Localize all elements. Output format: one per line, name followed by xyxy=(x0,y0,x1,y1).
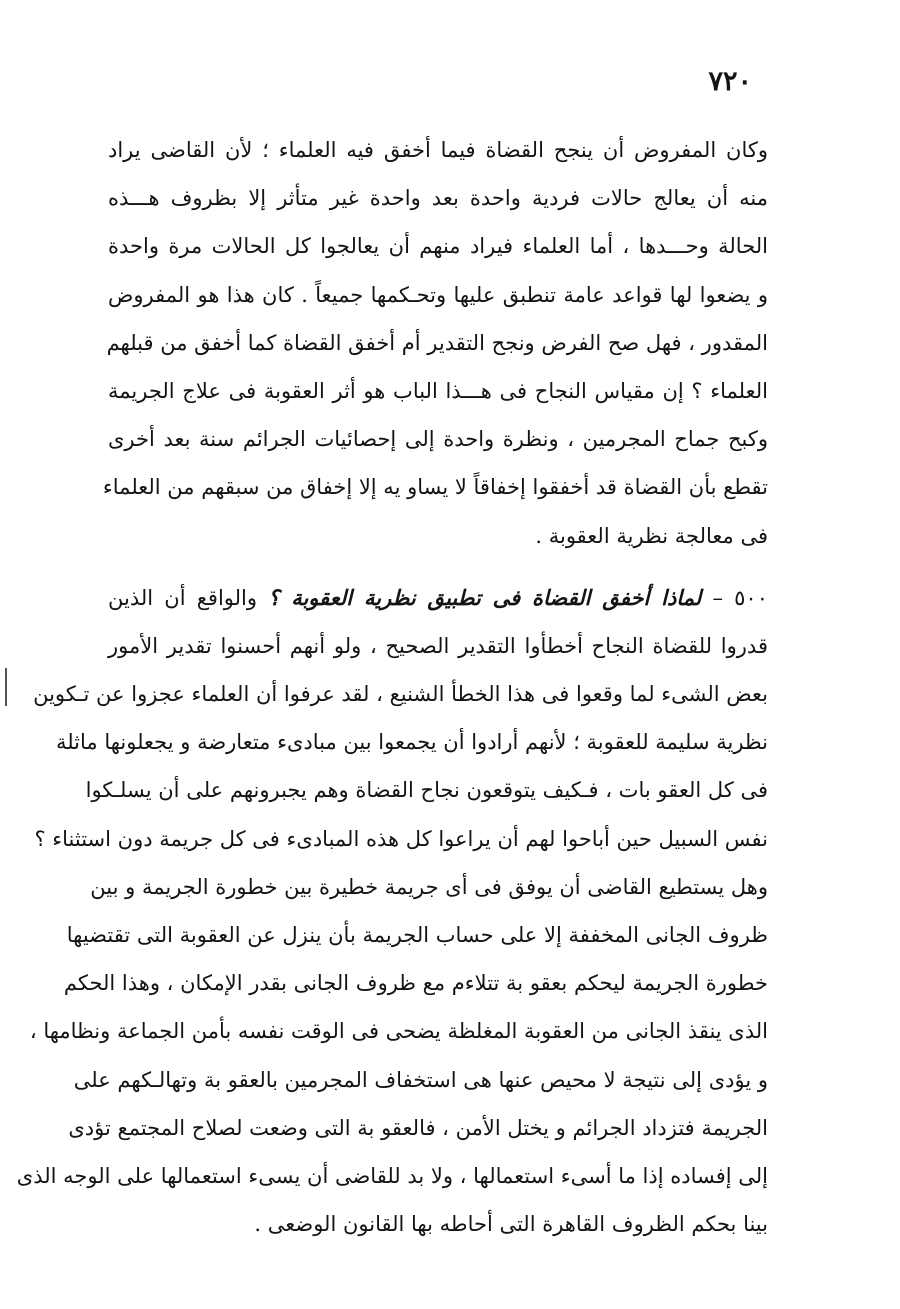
text-line: وهل يستطيع القاضى أن يوفق فى أى جريمة خطيرة بين خطورة الجريمة و بين xyxy=(90,874,768,899)
section-first-line-rest: والواقع أن الذين xyxy=(108,585,258,610)
text-line: إلى إفساده إذا ما أسىء استعمالها ، ولا بد للقاضى أن يسىء استعمالها على الوجه الذى xyxy=(16,1163,768,1188)
text-line: و يؤدى إلى نتيجة لا محيص عنها هى استخفاف المجرمين بالعقو بة وتهالـكهم على xyxy=(73,1067,768,1092)
text-line: وكبح جماح المجرمين ، ونظرة واحدة إلى إحصائيات الجرائم سنة بعد أخرى xyxy=(108,427,768,452)
section-dash: – xyxy=(712,585,723,610)
text-line: المقدور ، فهل صح الفرض ونجح التقدير أم أخفق القضاة كما أخفق من قبلهم xyxy=(106,330,768,355)
paragraph-1 xyxy=(102,126,768,560)
text-line: نظرية سليمة للعقوبة ؛ لأنهم أرادوا أن يجمعوا بين مبادىء متعارضة و يجعلونها ماثلة xyxy=(55,730,768,755)
text-line: بعض الشىء لما وقعوا فى هذا الخطأ الشنيع ، لقد عرفوا أن العلماء عجزوا عن تـكوين xyxy=(33,682,768,707)
text-line: ظروف الجانى المخففة إلا على حساب الجريمة بأن ينزل عن العقوبة التى تقتضيها xyxy=(66,923,768,947)
text-line: العلماء ؟ إن مقياس النجاح فى هـــذا الباب هو أثر العقوبة فى علاج الجريمة xyxy=(108,378,768,403)
text-line: نفس السبيل حين أباحوا لهم أن يراعوا كل هذه المبادىء فى كل جريمة دون استثناء ؟ xyxy=(34,826,768,851)
section-heading-line xyxy=(108,574,768,622)
text-line: الذى ينقذ الجانى من العقوبة المغلظة يضحى فى الوقت نفسه بأمن الجماعة ونظامها ، xyxy=(29,1019,768,1044)
text-line: الحالة وحـــدها ، أما العلماء فيراد منهم أن يعالجوا كل الحالات مرة واحدة xyxy=(108,234,768,259)
page-number: ٧٢٠ xyxy=(708,66,752,97)
text-line: وكان المفروض أن ينجح القضاة فيما أخفق فيه العلماء ؛ لأن القاضى يراد xyxy=(108,138,768,162)
text-line: خطورة الجريمة ليحكم بعقو بة تتلاءم مع ظروف الجانى بقدر الإمكان ، وهذا الحكم xyxy=(63,971,768,996)
text-line: الجريمة فتزداد الجرائم و يختل الأمن ، فالعقو بة التى وضعت لصلاح المجتمع تؤدى xyxy=(68,1115,768,1140)
section-number: ٥٠٠ xyxy=(734,585,768,610)
paragraph-2 xyxy=(16,574,768,1249)
text-line: فى معالجة نظرية العقوبة . xyxy=(535,523,768,548)
text-line: فى كل العقو بات ، فـكيف يتوقعون نجاح القضاة وهم يجبرونهم على أن يسلـكوا xyxy=(85,778,768,803)
text-line: منه أن يعالج حالات فردية واحدة بعد واحدة غير متأثر إلا بظروف هـــذه xyxy=(108,186,768,211)
text-line: قدروا للقضاة النجاح أخطأوا التقدير الصحيح ، ولو أنهم أحسنوا تقدير الأمور xyxy=(108,633,768,658)
text-line: و يضعوا لها قواعد عامة تنطبق عليها وتحـكمها جميعاً . كان هذا هو المفروض xyxy=(108,282,768,307)
section-heading: لماذا أخفق القضاة فى تطبيق نظرية العقوبة ؟ xyxy=(268,584,702,610)
scan-margin-mark xyxy=(5,668,7,706)
text-line: تقطع بأن القضاة قد أخفقوا إخفاقاً لا يساو يه إلا إخفاق من سبقهم من العلماء xyxy=(102,475,768,500)
text-line: بينا بحكم الظروف القاهرة التى أحاطه بها القانون الوضعى . xyxy=(254,1212,768,1237)
body-text xyxy=(16,126,768,1248)
